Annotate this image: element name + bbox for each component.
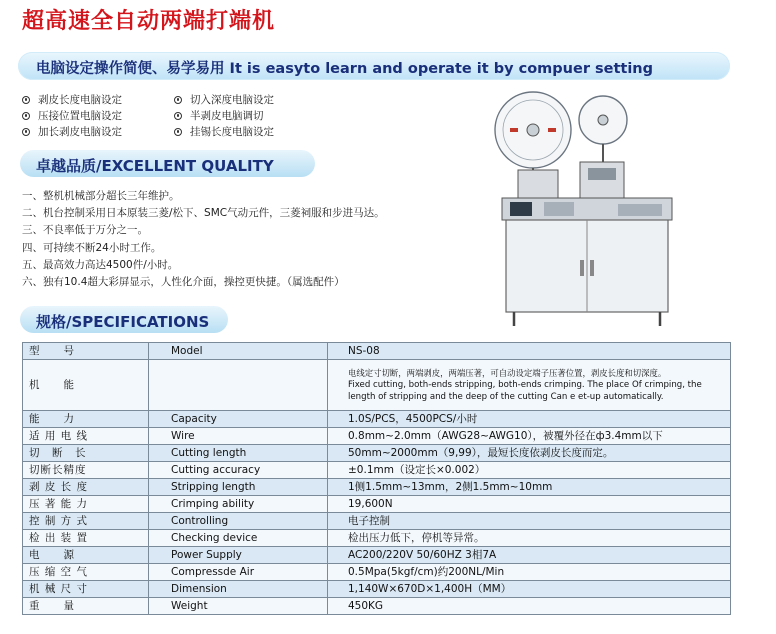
spec-value: 19,600N <box>328 496 731 513</box>
door-handle <box>580 260 584 276</box>
feature-item: 剥皮长度电脑设定 <box>22 92 122 107</box>
specifications-table <box>22 342 731 615</box>
spec-label-zh: 压 著 能 力 <box>23 496 149 513</box>
left-reel-mark <box>510 128 518 132</box>
spec-label-zh: 控 制 方 式 <box>23 513 149 530</box>
spec-value: 1.0S/PCS，4500PCS/小时 <box>328 411 731 428</box>
spec-label-en: Controlling <box>149 513 328 530</box>
spec-value: 450KG <box>328 598 731 615</box>
quality-item: 四、可持续不断24小时工作。 <box>22 241 162 254</box>
target-circle-icon <box>22 96 30 104</box>
table-row <box>23 581 731 598</box>
spec-label-zh: 切断长精度 <box>23 462 149 479</box>
spec-value: 电子控制 <box>328 513 731 530</box>
spec-value: 1,140W×670D×1,400H（MM） <box>328 581 731 598</box>
table-row <box>23 513 731 530</box>
right-reel-hub <box>598 115 608 125</box>
spec-label-en: Model <box>149 343 328 360</box>
spec-label-en: Capacity <box>149 411 328 428</box>
target-circle-icon <box>174 128 182 136</box>
target-circle-icon <box>22 128 30 136</box>
feature-item: 半剥皮电脑调切 <box>174 108 264 123</box>
table-row <box>23 445 731 462</box>
spec-value: 检出压力低下，停机等异常。 <box>328 530 731 547</box>
table-row <box>23 479 731 496</box>
spec-value-en: Fixed cutting, both-ends stripping, both-ends crimping. The place Of crimping, the length of stripping and the deep of the cutting Can e et-up automatically. <box>348 380 702 402</box>
spec-label-en: Crimping ability <box>149 496 328 513</box>
spec-label-zh: 重 量 <box>23 598 149 615</box>
target-circle-icon <box>174 112 182 120</box>
spec-label-zh: 能 力 <box>23 411 149 428</box>
spec-value: 1侧1.5mm~13mm，2侧1.5mm~10mm <box>328 479 731 496</box>
spec-value: 0.8mm~2.0mm（AWG28~AWG10），被覆外径在ф3.4mm以下 <box>328 428 731 445</box>
spec-label-zh: 压 缩 空 气 <box>23 564 149 581</box>
door-handle <box>590 260 594 276</box>
spec-label-zh: 检 出 装 置 <box>23 530 149 547</box>
table-row <box>23 411 731 428</box>
feature-item: 切入深度电脑设定 <box>174 92 274 107</box>
spec-label-en <box>149 360 328 411</box>
feeder-unit <box>544 202 574 216</box>
quality-heading-pill <box>20 150 315 177</box>
spec-label-zh: 型 号 <box>23 343 149 360</box>
quality-item: 五、最高效力高达4500件/小时。 <box>22 258 179 271</box>
spec-label-en: Power Supply <box>149 547 328 564</box>
feature-item: 压接位置电脑设定 <box>22 108 122 123</box>
quality-list <box>22 188 385 291</box>
spec-label-zh: 机 械 尺 寸 <box>23 581 149 598</box>
table-row <box>23 462 731 479</box>
target-circle-icon <box>174 96 182 104</box>
quality-item: 三、不良率低于万分之一。 <box>22 224 148 237</box>
applicator <box>618 204 662 216</box>
feature-item: 加长剥皮电脑设定 <box>22 124 122 139</box>
spec-label-zh: 切 断 长 <box>23 445 149 462</box>
spec-label-en: Cutting length <box>149 445 328 462</box>
table-row <box>23 496 731 513</box>
banner-text: 电脑设定操作简便、易学易用 It is easyto learn and operate it by compuer setting <box>36 61 654 77</box>
spec-label-zh: 适 用 电 线 <box>23 428 149 445</box>
spec-label-en: Dimension <box>149 581 328 598</box>
quality-item: 一、整机机械部分超长三年维护。 <box>22 190 180 202</box>
spec-label-en: Cutting accuracy <box>149 462 328 479</box>
feature-item: 挂锡长度电脑设定 <box>174 124 274 139</box>
spec-value <box>328 360 731 411</box>
spec-value: NS-08 <box>328 343 731 360</box>
table-row <box>23 343 731 360</box>
quality-item: 六、独有10.4超大彩屏显示，人性化介面，操控更快捷。（属选配件） <box>22 276 345 289</box>
spec-value-zh: 电线定寸切断，两端剥皮，两端压著，可自动设定端子压著位置，剥皮长度和切深度。 <box>348 368 667 378</box>
spec-label-en: Checking device <box>149 530 328 547</box>
spec-label-zh: 剥 皮 长 度 <box>23 479 149 496</box>
spec-label-zh: 机 能 <box>23 360 149 411</box>
left-reel-hub <box>527 124 539 136</box>
feature-banner <box>18 52 730 80</box>
spec-value: ±0.1mm（设定长×0.002） <box>328 462 731 479</box>
table-row <box>23 428 731 445</box>
quality-item: 二、机台控制采用日本原装三菱/松下、SMC气动元件，三菱祠服和步进马达。 <box>22 207 385 220</box>
table-row <box>23 530 731 547</box>
spec-label-en: Compressde Air <box>149 564 328 581</box>
spec-label-en: Wire <box>149 428 328 445</box>
spec-value: AC200/220V 50/60HZ 3相7A <box>328 547 731 564</box>
right-press-head <box>588 168 616 180</box>
specs-heading: 规格/SPECIFICATIONS <box>36 313 210 331</box>
control-screen <box>510 202 532 216</box>
machine-illustration <box>488 90 696 330</box>
spec-value: 0.5Mpa(5kgf/cm)约200NL/Min <box>328 564 731 581</box>
left-reel-mark <box>548 128 556 132</box>
spec-label-en: Stripping length <box>149 479 328 496</box>
table-row <box>23 547 731 564</box>
page-title: 超高速全自动两端打端机 <box>22 9 276 34</box>
quality-heading: 卓越品质/EXCELLENT QUALITY <box>36 157 274 175</box>
spec-label-zh: 电 源 <box>23 547 149 564</box>
target-circle-icon <box>22 112 30 120</box>
table-row <box>23 360 731 411</box>
spec-label-en: Weight <box>149 598 328 615</box>
specs-heading-pill <box>20 306 228 333</box>
spec-value: 50mm~2000mm（9,99），最短长度依剥皮长度而定。 <box>328 445 731 462</box>
table-row <box>23 564 731 581</box>
table-row <box>23 598 731 615</box>
